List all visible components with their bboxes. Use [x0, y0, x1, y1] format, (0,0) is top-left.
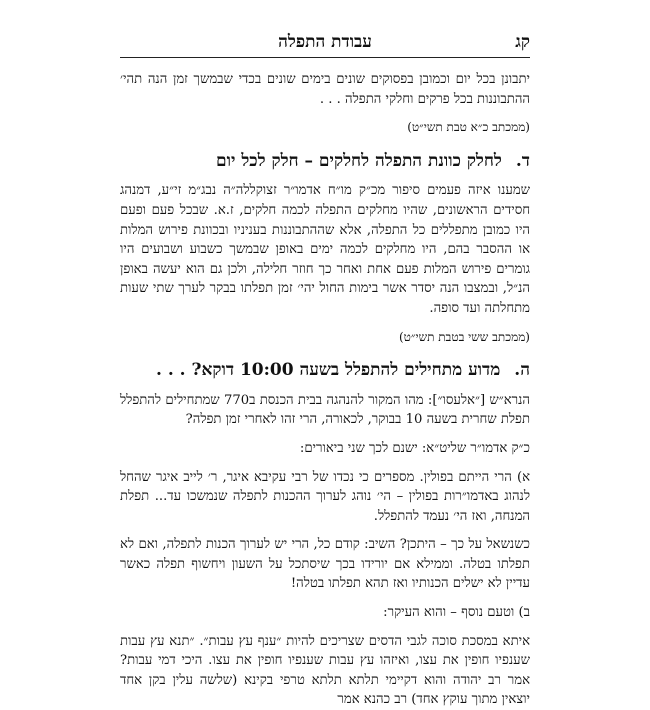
- answer-b-paragraph: איתא במסכת סוכה לגבי הדסים שצריכים להיות ״ענף עץ עבות״. ״תנא עץ עבות שענפיו חופין את עצו, ואיזהו עץ עבות שענפיו חופין את עצו. היכי דמי עבות? אמר רב יהודה והוא דקיימי תלתא תלתא טרפי בקינא (שלשה עלין בקן אחד יוצאין מתוך עוקץ אחד) רב כהנא אמר: [120, 633, 530, 708]
- question-label: הנרא״ש [״אלעסו״]:: [427, 392, 530, 408]
- question-text: מהו המקור להנהגה בבית הכנסת ב770 שמתחילים להתפלל תפלת שחרית בשעה 10 בבוקר, לכאורה, הרי זהו לאחרי זמן תפלה?: [120, 392, 530, 428]
- intro-paragraph: יתבונן בכל יום וכמובן בפסוקים שונים בימים שונים בכדי שבמשך זמן הנה תהי׳ ההתבוננות בכל פרקים וחלקי התפלה . . .: [120, 72, 530, 107]
- section-d-letter: ד.: [515, 150, 530, 171]
- book-title: עבודת התפלה: [278, 32, 372, 52]
- question-paragraph: [120, 391, 530, 430]
- answer-b-question: כשנשאל על כך – היתכן? השיב: קודם כל, הרי יש לערוך הכנות לתפלה, ואם לא תפלתו בטלה. וממילא אם יורידו בכך שיסתכל על השעון ויחשוף תפלה כאשר עדיין לא ישלים הכנותיו ואז תהא תפלתו בטלה!: [120, 537, 530, 592]
- section-h-title: מדוע מתחילים להתפלל בשעה 10:00 דוקא? . . .: [156, 360, 501, 381]
- intro-citation: (ממכתב כ״א טבת תשי״ט): [407, 120, 530, 135]
- header-rule: [120, 57, 530, 58]
- section-h-heading: [120, 361, 530, 381]
- section-d-paragraph: שמענו איזה פעמים סיפור מכ״ק מו״ח אדמו״ר זצוקללה״ה נבג״מ זי״ע, דמנהג חסידים הראשונים, שהיו מחלקים התפלה לכמה חלקים, ז.א. שבכל פעם ופעם היו כמובן מתפללים כל התפלה, אלא שההתבוננות בעניניו ובכוונת פירוש המלות או ההסבר בהם, היו מחלקים לכמה ימים באופן שבמשך כשבוע ושבועים היו גומרים פירוש המלות פעם אחת ואחר כך חוזר חלילה, ולכן גם הוא יעשה באופן הנ״ל, ובמצבו הנה יסדר אשר בימות החול יהי׳ זמן תפלתו בבקר לערך שתי שעות מתחלתה ועד סופה.: [120, 183, 530, 316]
- section-d-title: לחלק כוונת התפלה לחלקים – חלק לכל יום: [216, 150, 502, 171]
- section-d-citation: (ממכתב ששי בטבת תשי״ט): [398, 329, 530, 344]
- answer-intro-label: כ״ק אדמו״ר שליט״א:: [421, 440, 530, 456]
- page-number: קג: [515, 32, 530, 52]
- page-body: [120, 70, 530, 710]
- page-header: [120, 32, 530, 54]
- answer-intro: [120, 439, 530, 459]
- answer-b-label: ב) וטעם נוסף – והוא העיקר:: [383, 605, 530, 621]
- section-d-heading: [120, 152, 530, 172]
- answer-a: א) הרי הייתם בפולין. מספרים כי נכדו של רבי עקיבא איגר, ר׳ לייב איגר שהחל לנהוג באדמו״רות בפולין – הי׳ נוהג לערוך ההכנות לתפלה שנמשכו עד... תפלת המנחה, ואז הי׳ נעמד להתפלל.: [120, 469, 530, 524]
- answer-intro-text: ישנם לכך שני ביאורים:: [299, 440, 418, 456]
- section-h-letter: ה.: [514, 360, 530, 381]
